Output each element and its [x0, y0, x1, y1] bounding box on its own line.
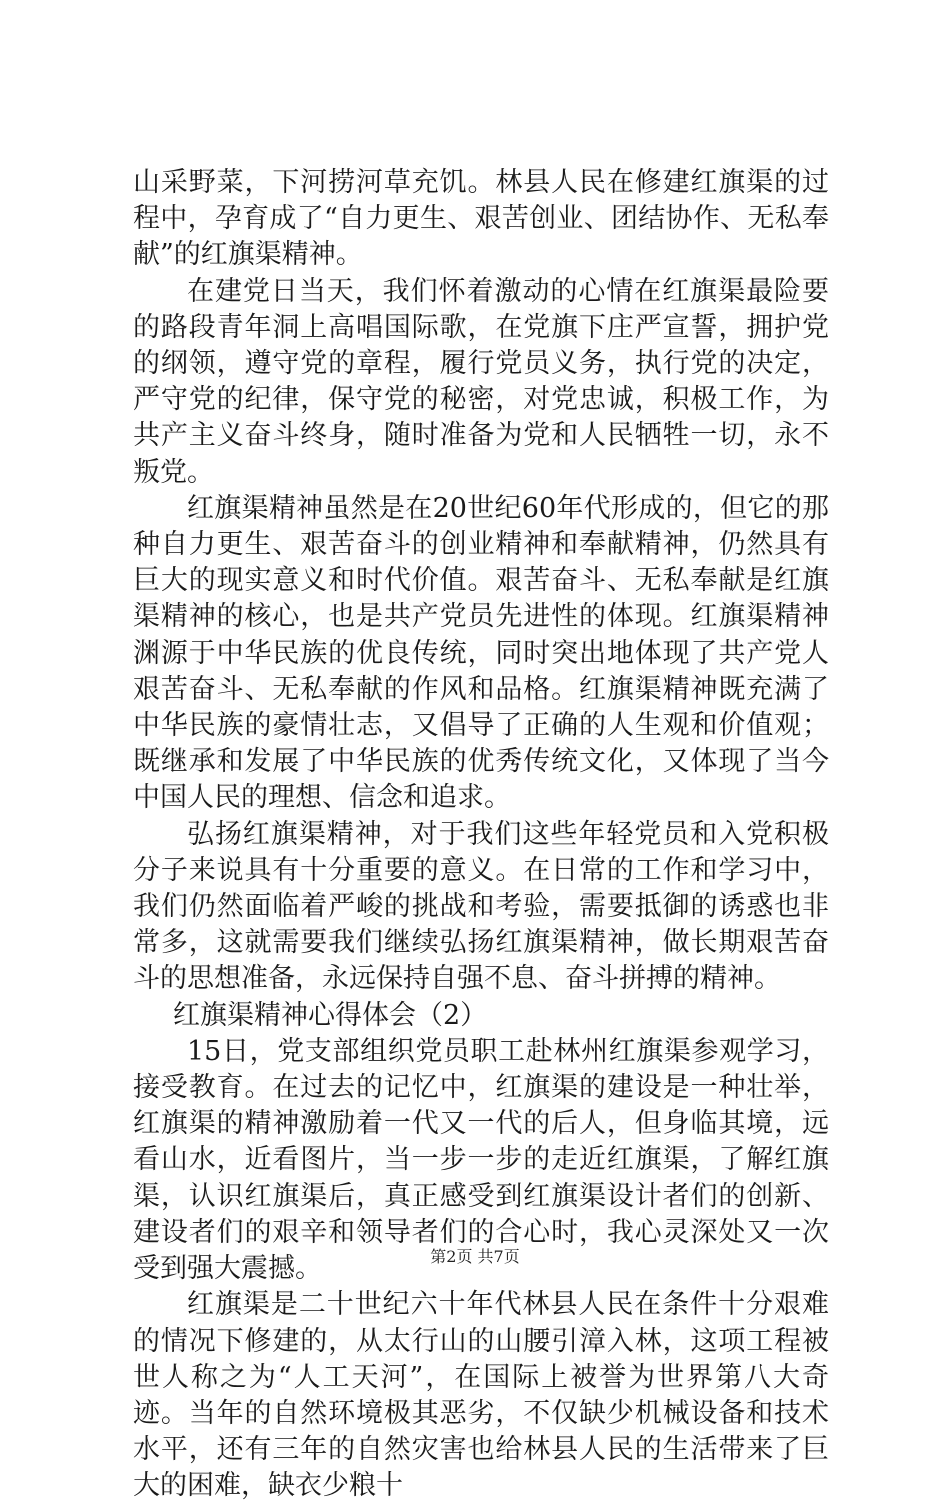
paragraph-young-members: 弘扬红旗渠精神，对于我们这些年轻党员和入党积极分子来说具有十分重要的意义。在日常的工作和学习中，我们仍然面临着严峻的挑战和考验，需要抵御的诱惑也非常多，这就需要我们继续弘扬红旗渠精神，做长期艰苦奋斗的思想准备，永远保持自强不息、奋斗拼搏的精神。 [133, 818, 829, 995]
document-body [133, 165, 829, 1505]
section-heading: 红旗渠精神心得体会（2） [173, 999, 488, 1031]
paragraph-party-day: 在建党日当天，我们怀着激动的心情在红旗渠最险要的路段青年洞上高唱国际歌，在党旗下庄严宣誓，拥护党的纲领，遵守党的章程，履行党员义务，执行党的决定，严守党的纪律，保守党的秘密，对党忠诚，积极工作，为共产主义奋斗终身，随时准备为党和人民牺牲一切，永不叛党。 [133, 275, 829, 488]
paragraph-visit: 15日，党支部组织党员职工赴林州红旗渠参观学习，接受教育。在过去的记忆中，红旗渠的建设是一种壮举，红旗渠的精神激励着一代又一代的后人，但身临其境，远看山水，近看图片，当一步一步的走近红旗渠，了解红旗渠，认识红旗渠后，真正感受到红旗渠设计者们的创新、建设者们的艰辛和领导者们的合心时，我心灵深处又一次受到强大震撼。 [133, 1035, 829, 1285]
paragraph-history: 红旗渠是二十世纪六十年代林县人民在条件十分艰难的情况下修建的，从太行山的山腰引漳入林，这项工程被世人称之为“人工天河”，在国际上被誉为世界第八大奇迹。当年的自然环境极其恶劣，不仅缺少机械设备和技术水平，还有三年的自然灾害也给林县人民的生活带来了巨大的困难，缺衣少粮十 [133, 1289, 829, 1502]
page-number-footer: 第2页 共7页 [430, 1247, 520, 1266]
paragraph-spirit-meaning: 红旗渠精神虽然是在20世纪60年代形成的，但它的那种自力更生、艰苦奋斗的创业精神和奉献精神，仍然具有巨大的现实意义和时代价值。艰苦奋斗、无私奉献是红旗渠精神的核心，也是共产党员先进性的体现。红旗渠精神渊源于中华民族的优良传统，同时突出地体现了共产党人艰苦奋斗、无私奉献的作风和品格。红旗渠精神既充满了中华民族的豪情壮志，又倡导了正确的人生观和价值观；既继承和发展了中华民族的优秀传统文化，又体现了当今中国人民的理想、信念和追求。 [133, 492, 829, 814]
paragraph-continuation: 山采野菜，下河捞河草充饥。林县人民在修建红旗渠的过程中，孕育成了“自力更生、艰苦创业、团结协作、无私奉献”的红旗渠精神。 [133, 167, 829, 271]
